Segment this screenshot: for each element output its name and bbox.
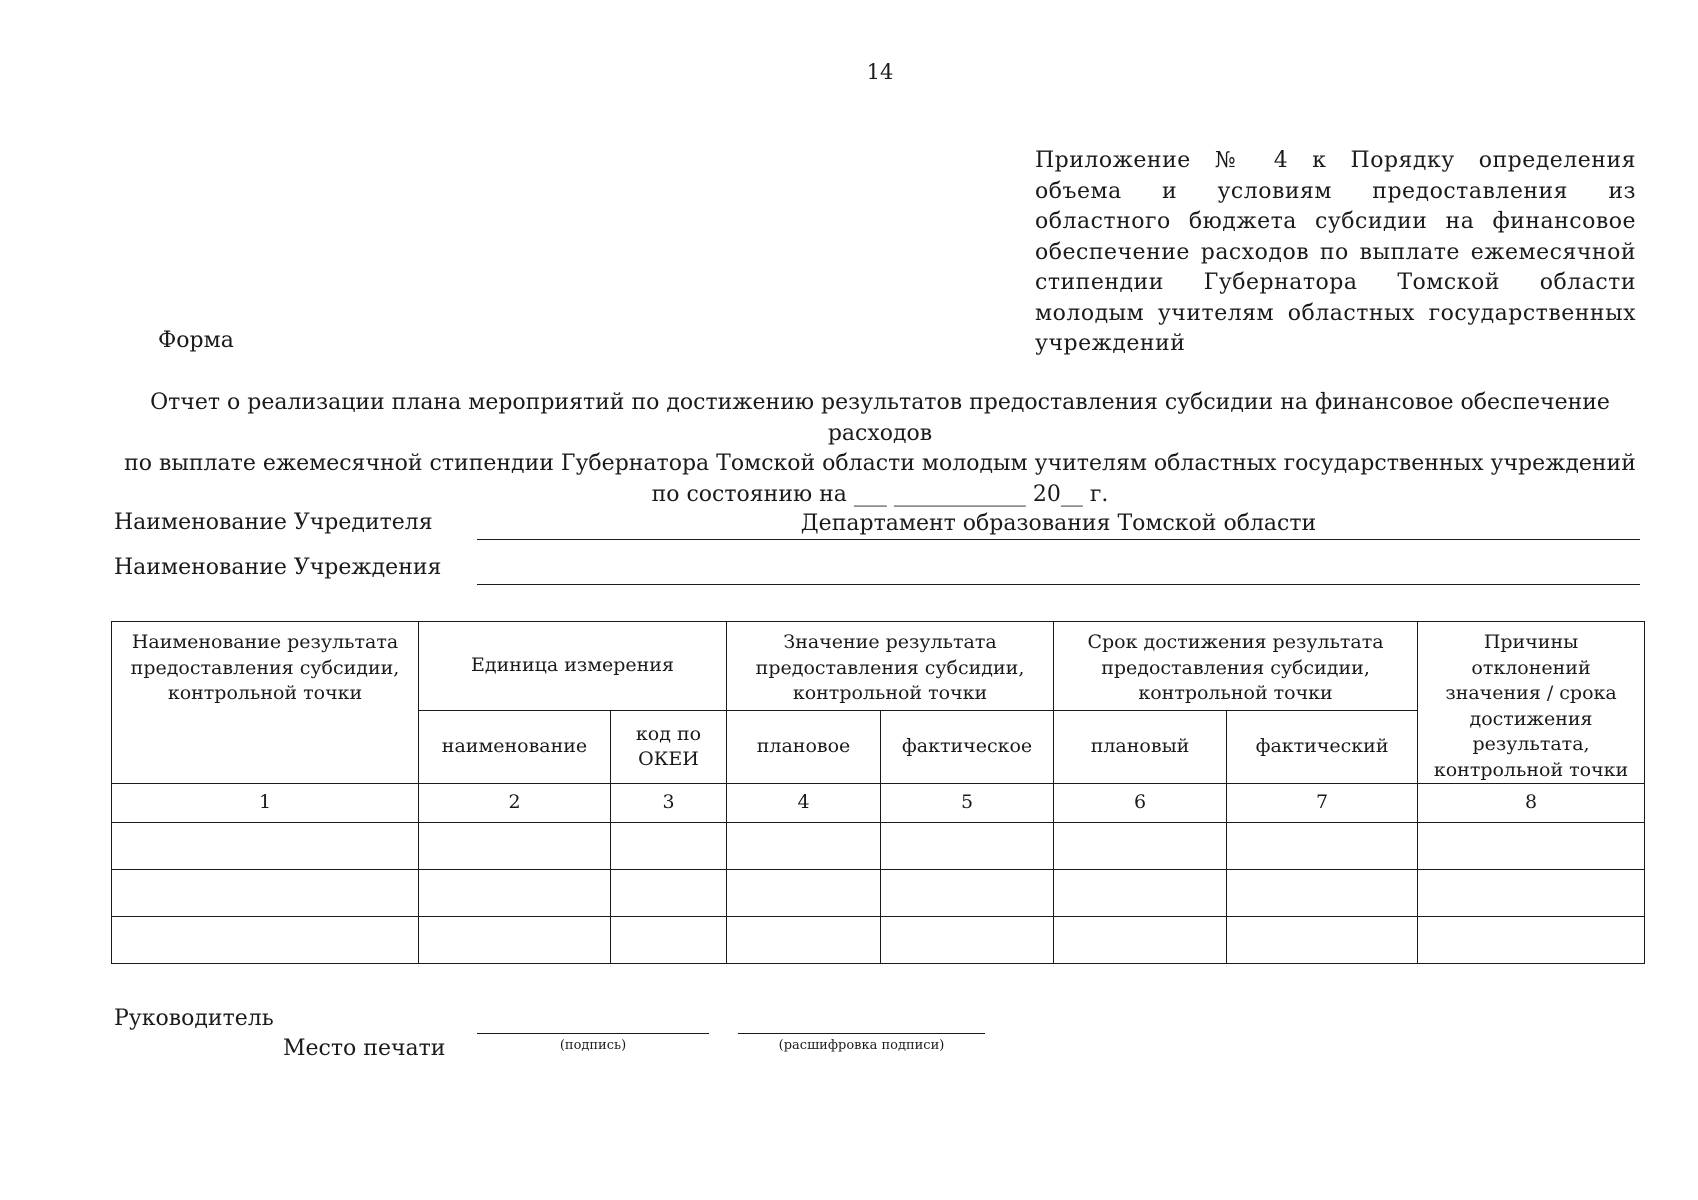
header-deadline-actual: фактический bbox=[1227, 711, 1418, 784]
annex-reference: Приложение № 4 к Порядку определения объема и условиям предоставления из областного бюджета субсидии на финансовое обеспечение расходов по выплате ежемесячной стипендии Губернатора Томской области молодым учителям областных государственных учреждений bbox=[1035, 148, 1636, 356]
table-cell[interactable] bbox=[727, 917, 881, 964]
column-number: 3 bbox=[611, 784, 727, 823]
table-cell[interactable] bbox=[112, 870, 419, 917]
table-cell[interactable] bbox=[611, 917, 727, 964]
header-unit: Единица измерения bbox=[419, 622, 727, 711]
founder-field[interactable] bbox=[477, 511, 1640, 540]
column-number: 2 bbox=[419, 784, 611, 823]
founder-value: Департамент образования Томской области bbox=[800, 511, 1317, 536]
signature-decoding-caption: (расшифровка подписи) bbox=[778, 1038, 945, 1053]
table-cell[interactable] bbox=[1418, 870, 1645, 917]
table-cell[interactable] bbox=[419, 823, 611, 870]
report-title-line-2: по выплате ежемесячной стипендии Губернатора Томской области молодым учителям областных государственных учреждений bbox=[124, 451, 1636, 476]
institution-label: Наименование Учреждения bbox=[114, 555, 442, 580]
header-reasons: Причины отклонений значения / срока достижения результата, контрольной точки bbox=[1418, 622, 1645, 784]
header-unit-code: код по ОКЕИ bbox=[611, 711, 727, 784]
report-title-line-1: Отчет о реализации плана мероприятий по достижению результатов предоставления субсидии на финансовое обеспечение расходов bbox=[150, 390, 1610, 446]
table-row bbox=[112, 823, 1645, 870]
form-label: Форма bbox=[158, 328, 234, 353]
signature-line[interactable] bbox=[477, 1032, 709, 1034]
stamp-label: Место печати bbox=[283, 1036, 446, 1061]
signature-decoding-line[interactable] bbox=[738, 1032, 985, 1034]
table-cell[interactable] bbox=[1054, 870, 1227, 917]
head-label: Руководитель bbox=[114, 1006, 274, 1031]
table-cell[interactable] bbox=[881, 917, 1054, 964]
table-cell[interactable] bbox=[727, 870, 881, 917]
header-result-name: Наименование результата предоставления субсидии, контрольной точки bbox=[112, 622, 419, 784]
column-number: 1 bbox=[112, 784, 419, 823]
header-value-actual: фактическое bbox=[881, 711, 1054, 784]
column-number: 5 bbox=[881, 784, 1054, 823]
table-cell[interactable] bbox=[727, 823, 881, 870]
table-cell[interactable] bbox=[419, 870, 611, 917]
table-cell[interactable] bbox=[112, 823, 419, 870]
signature-caption: (подпись) bbox=[559, 1038, 627, 1053]
table-cell[interactable] bbox=[881, 823, 1054, 870]
table-cell[interactable] bbox=[1418, 823, 1645, 870]
table-cell[interactable] bbox=[1227, 917, 1418, 964]
founder-label: Наименование Учредителя bbox=[114, 510, 433, 535]
header-value-planned: плановое bbox=[727, 711, 881, 784]
table-row bbox=[112, 870, 1645, 917]
table-cell[interactable] bbox=[611, 870, 727, 917]
page-number: 14 bbox=[866, 60, 894, 84]
header-unit-name: наименование bbox=[419, 711, 611, 784]
institution-field[interactable] bbox=[477, 556, 1640, 585]
table-cell[interactable] bbox=[1418, 917, 1645, 964]
table-cell[interactable] bbox=[1054, 823, 1227, 870]
table-cell[interactable] bbox=[419, 917, 611, 964]
column-number: 7 bbox=[1227, 784, 1418, 823]
column-number: 6 bbox=[1054, 784, 1227, 823]
report-date-line: по состоянию на ___ ____________ 20__ г. bbox=[651, 481, 1109, 507]
table-cell[interactable] bbox=[1054, 917, 1227, 964]
column-number: 8 bbox=[1418, 784, 1645, 823]
table-cell[interactable] bbox=[881, 870, 1054, 917]
header-deadline: Срок достижения результата предоставления субсидии, контрольной точки bbox=[1054, 622, 1418, 711]
table-header-row bbox=[112, 622, 1645, 711]
report-table bbox=[111, 621, 1645, 964]
table-cell[interactable] bbox=[1227, 870, 1418, 917]
table-cell[interactable] bbox=[1227, 823, 1418, 870]
header-deadline-planned: плановый bbox=[1054, 711, 1227, 784]
column-number: 4 bbox=[727, 784, 881, 823]
column-number-row bbox=[112, 784, 1645, 823]
table-cell[interactable] bbox=[611, 823, 727, 870]
report-title bbox=[120, 388, 1640, 510]
header-value: Значение результата предоставления субсидии, контрольной точки bbox=[727, 622, 1054, 711]
table-cell[interactable] bbox=[112, 917, 419, 964]
table-row bbox=[112, 917, 1645, 964]
